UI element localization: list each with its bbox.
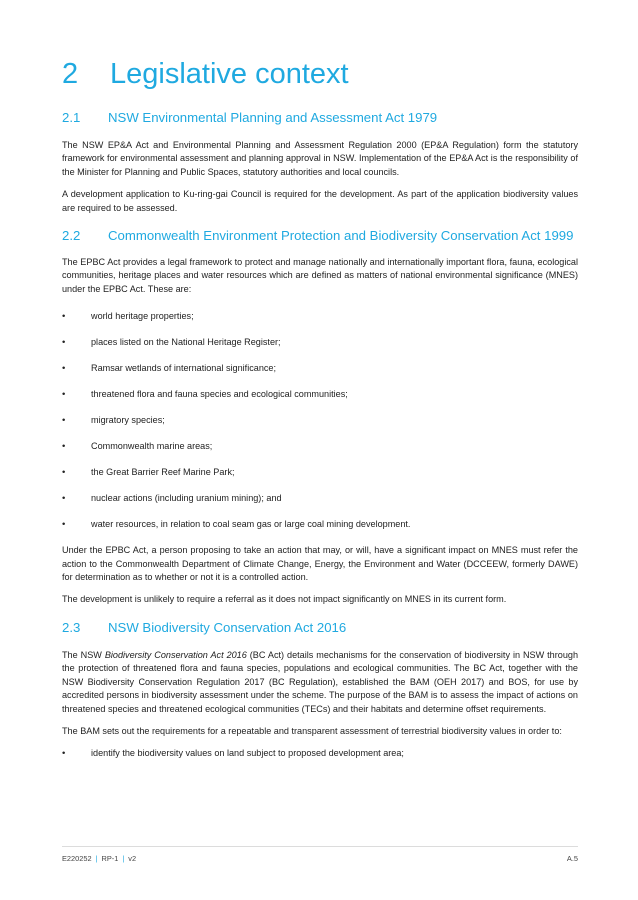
bullet-list	[62, 747, 578, 760]
section-number: 2.3	[62, 619, 81, 635]
list-item: • the Great Barrier Reef Marine Park;	[62, 466, 578, 479]
list-item: • identify the biodiversity values on land subject to proposed development area;	[62, 747, 578, 760]
page-footer	[62, 846, 578, 863]
section-title: Commonwealth Environment Protection and Biodiversity Conservation Act 1999	[108, 228, 574, 244]
section-heading-2-1	[62, 109, 578, 126]
paragraph: The EPBC Act provides a legal framework to protect and manage nationally and internationally important flora, fauna, ecological communities, heritage places and water resources which are defined as matters of national environmental significance (MNES) under the EPBC Act. These are:	[62, 257, 578, 294]
chapter-heading	[62, 56, 578, 96]
footer-doc-ref	[62, 854, 136, 863]
list-item: • nuclear actions (including uranium mining); and	[62, 492, 578, 505]
list-item: • Ramsar wetlands of international significance;	[62, 362, 578, 375]
footer-version: v2	[128, 854, 137, 863]
footer-separator: |	[95, 854, 98, 863]
paragraph-text: The NSW	[62, 649, 105, 660]
paragraph: Under the EPBC Act, a person proposing to take an action that may, or will, have a significant impact on MNES must refer the action to the Commonwealth Department of Climate Change, Energy, the Environment and Water (DCCEEW, formerly DAWE) for determination as to whether or not it is a controlled action.	[62, 545, 578, 583]
footer-separator: |	[122, 854, 125, 863]
list-item: • Commonwealth marine areas;	[62, 440, 578, 453]
paragraph: The BAM sets out the requirements for a repeatable and transparent assessment of terrestrial biodiversity values in order to:	[62, 725, 562, 736]
section-title: NSW Biodiversity Conservation Act 2016	[108, 619, 347, 635]
section-number: 2.1	[62, 110, 81, 125]
list-item: • threatened flora and fauna species and ecological communities;	[62, 388, 578, 401]
paragraph: The development is unlikely to require a referral as it does not impact significantly on MNES in its current form.	[62, 594, 507, 605]
chapter-title: Legislative context	[110, 58, 349, 90]
bullet-list	[62, 310, 578, 531]
page-number: A.5	[566, 854, 578, 863]
paragraph-text: (BC Act) details mechanisms for the conservation of biodiversity in NSW through the protection of threatened flora and fauna species, populations and ecological communities. The BC Act, together with the NSW Biodiversity Conservation Regulation 2017 (BC Regulation), established the BAM (OEH 2017) and BOS, for use by accredited persons in biodiversity assessment under the scheme. The purpose of the BAM is to assess the impact of actions on threatened species and threatened ecological communities (TECs) and their habitats and determine offset requirements.	[62, 649, 579, 714]
page-content	[62, 56, 578, 773]
footer-doc-number: E220252	[62, 854, 92, 863]
paragraph: The NSW EP&A Act and Environmental Planning and Assessment Regulation 2000 (EP&A Regulation) form the statutory framework for environmental assessment and planning approval in NSW. Implementation of the EP&A Act is the responsibility of the Minister for Planning and Public Spaces, statutory authorities and local councils.	[62, 140, 578, 177]
section-title: NSW Environmental Planning and Assessment Act 1979	[108, 110, 438, 125]
paragraph: A development application to Ku-ring-gai Council is required for the development. As part of the application biodiversity values are required to be assessed.	[62, 189, 578, 213]
list-item: • places listed on the National Heritage Register;	[62, 336, 578, 349]
list-item: • migratory species;	[62, 414, 578, 427]
list-item: • water resources, in relation to coal seam gas or large coal mining development.	[62, 518, 578, 531]
chapter-number: 2	[62, 58, 79, 90]
list-item: • world heritage properties;	[62, 310, 578, 323]
section-heading-2-2	[62, 227, 578, 244]
section-number: 2.2	[62, 228, 81, 244]
section-heading-2-3	[62, 619, 578, 636]
footer-report-id: RP-1	[101, 854, 119, 863]
paragraph	[62, 649, 578, 716]
act-title-italic: Biodiversity Conservation Act 2016	[104, 649, 247, 660]
